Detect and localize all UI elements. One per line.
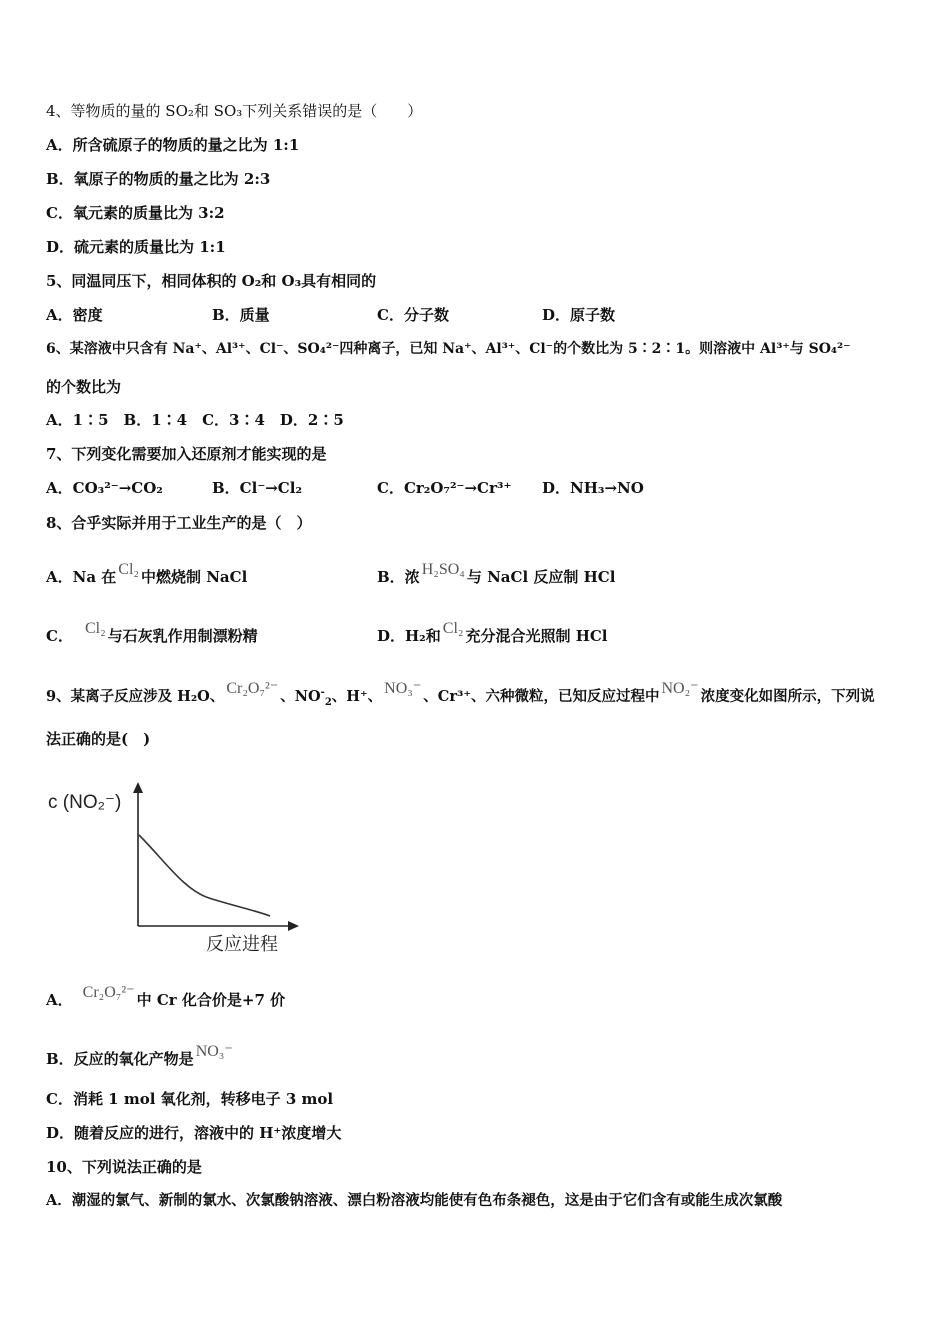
q4-option-a: A．所含硫原子的物质的量之比为 1:1 xyxy=(46,136,300,154)
q9-concentration-graph xyxy=(44,780,314,960)
q9-nitrate-formula: NO₃⁻ xyxy=(384,680,422,697)
q6-stem-line2: 的个数比为 xyxy=(46,378,122,396)
q8-b-formula: H₂SO₄ xyxy=(421,561,465,578)
q9-graph-ylabel: c (NO₂⁻) xyxy=(48,792,122,813)
q7-stem: 7、下列变化需要加入还原剂才能实现的是 xyxy=(46,445,327,463)
q8-d-suffix: 充分混合光照制 HCl xyxy=(465,627,608,645)
q8-a-suffix: 中燃烧制 NaCl xyxy=(141,568,248,586)
q8-a-formula: Cl₂ xyxy=(118,561,139,578)
q8-d-prefix: D．H₂和 xyxy=(377,627,441,645)
q5-stem: 5、同温同压下，相同体积的 O₂和 O₃具有相同的 xyxy=(46,272,377,290)
q4-option-b: B．氧原子的物质的量之比为 2:3 xyxy=(46,170,271,188)
q9-a-suffix: 中 Cr 化合价是+7 价 xyxy=(136,991,286,1009)
q8-d-formula: Cl₂ xyxy=(442,620,464,637)
q8-c-prefix: C． xyxy=(46,627,73,645)
q5-option-a: A．密度 xyxy=(46,306,103,324)
q9-nitrite-sub: 2 xyxy=(324,696,332,708)
q9-stem-prefix: 9、某离子反应涉及 H₂O、 xyxy=(46,688,225,705)
q9-stem-suffix: 浓度变化如图所示，下列说 xyxy=(700,688,875,705)
q4-stem: 4、等物质的量的 SO₂和 SO₃下列关系错误的是（ ） xyxy=(46,102,423,120)
q8-stem: 8、合乎实际并用于工业生产的是（ ） xyxy=(46,514,312,532)
q9-stem-mid3: 、Cr³⁺、六种微粒，已知反应过程中 xyxy=(423,688,660,705)
q9-b-formula: NO₃⁻ xyxy=(195,1043,233,1060)
q9-nitrite-text: 、NO xyxy=(280,688,321,705)
q9-a-prefix: A． xyxy=(46,991,73,1009)
q5-option-c: C．分子数 xyxy=(377,306,449,324)
q5-option-b: B．质量 xyxy=(212,306,270,324)
q8-c-suffix: 与石灰乳作用制漂粉精 xyxy=(107,627,258,645)
q9-nitrite-charge: - xyxy=(320,687,325,699)
q7-option-d: D．NH₃→NO xyxy=(542,479,644,497)
q8-c-formula: Cl₂ xyxy=(84,620,106,637)
q9-option-b xyxy=(46,1042,235,1069)
q9-graph-x-arrow xyxy=(288,921,299,931)
q6-options: A．1∶5 B．1∶4 C．3∶4 D．2∶5 xyxy=(46,411,344,429)
q8-b-suffix: 与 NaCl 反应制 HCl xyxy=(466,568,616,586)
q9-b-prefix: B．反应的氧化产物是 xyxy=(46,1050,194,1068)
q9-graph-xlabel: 反应进程 xyxy=(206,934,278,955)
q9-option-a xyxy=(46,983,285,1010)
q8-option-d xyxy=(377,619,608,646)
q8-option-c xyxy=(46,619,258,646)
q9-nitrite-formula: NO₂⁻ xyxy=(661,680,699,697)
q9-a-formula: Cr₂O₇²⁻ xyxy=(82,984,135,1001)
q8-option-b xyxy=(377,560,615,587)
q9-graph-y-arrow xyxy=(133,782,143,793)
q7-option-c: C．Cr₂O₇²⁻→Cr³⁺ xyxy=(377,479,512,497)
q4-option-d: D．硫元素的质量比为 1:1 xyxy=(46,238,226,256)
q9-graph-curve xyxy=(139,835,270,916)
q10-option-a: A．潮湿的氯气、新制的氯水、次氯酸钠溶液、漂白粉溶液均能使有色布条褪色，这是由于它们含有或能生成次氯酸 xyxy=(46,1192,783,1209)
q4-option-c: C．氧元素的质量比为 3:2 xyxy=(46,204,225,222)
q9-stem-mid2: 、H⁺、 xyxy=(331,688,383,705)
q9-stem-line1 xyxy=(46,679,875,707)
q5-option-d: D．原子数 xyxy=(542,306,616,324)
q8-a-prefix: A．Na 在 xyxy=(46,568,117,586)
q8-b-prefix: B．浓 xyxy=(377,568,420,586)
q10-stem: 10、下列说法正确的是 xyxy=(46,1158,202,1176)
q7-option-a: A．CO₃²⁻→CO₂ xyxy=(46,479,163,497)
q9-option-c: C．消耗 1 mol 氧化剂，转移电子 3 mol xyxy=(46,1090,334,1108)
q9-dichromate-formula: Cr₂O₇²⁻ xyxy=(226,680,279,697)
q9-stem-line2: 法正确的是( ) xyxy=(46,730,151,748)
q9-option-d: D．随着反应的进行，溶液中的 H⁺浓度增大 xyxy=(46,1124,342,1142)
q8-option-a xyxy=(46,560,247,587)
q6-stem-line1: 6、某溶液中只含有 Na⁺、Al³⁺、Cl⁻、SO₄²⁻四种离子，已知 Na⁺、Al³⁺、Cl⁻的个数比为 5∶2∶1。则溶液中 Al³⁺与 SO₄²⁻ xyxy=(46,341,851,357)
q7-option-b: B．Cl⁻→Cl₂ xyxy=(212,479,303,497)
